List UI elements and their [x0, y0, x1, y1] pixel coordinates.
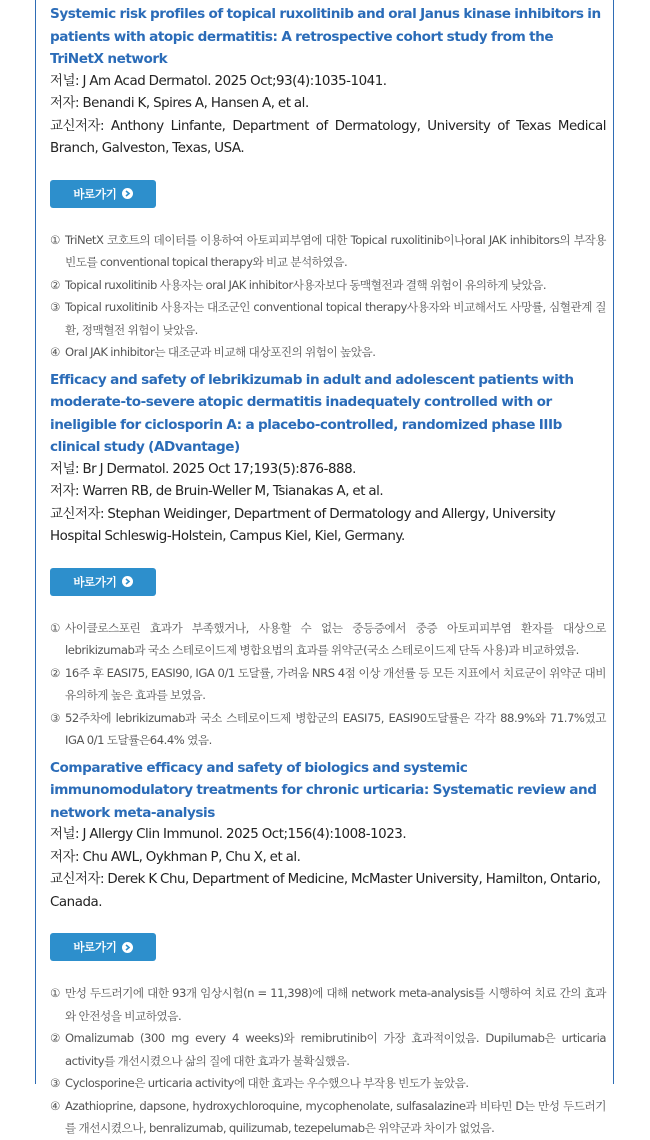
chevron-right-circle-icon	[122, 942, 133, 953]
point-text: TriNetX 코호트의 데이터를 이용하여 아토피피부염에 대한 Topical ruxolitinib이나oral JAK inhibitors의 부작용 빈도를 conventional topical therapy와 비교 분석하였음.	[65, 232, 606, 269]
article-title[interactable]: Efficacy and safety of lebrikizumab in adult and adolescent patients with moderate-to-severe atopic dermatitis inadequately controlled with or ineligible for ciclosporin A: a placebo-controlled, randomized phase IIIb clinical study (ADvantage)	[50, 371, 574, 455]
point-text: Omalizumab (300 mg every 4 weeks)와 remibrutinib이 가장 효과적이었음. Dupilumab은 urticaria activity를 개선시켰으나 삶의 질에 대한 효과가 불확실했음.	[65, 1031, 606, 1068]
point-text: 만성 두드러기에 대한 93개 임상시험(n = 11,398)에 대해 network meta-analysis를 시행하여 치료 간의 효과와 안전성을 비교하였음.	[65, 986, 606, 1023]
point-number: ②	[50, 1031, 60, 1045]
article-corresponding-author: 교신저자: Stephan Weidinger, Department of Dermatology and Allergy, University Hospital Schleswig-Holstein, Campus Kiel, Kiel, Germany.	[50, 506, 556, 544]
go-to-article-label: 바로가기	[73, 940, 117, 954]
article-authors: 저자: Benandi K, Spires A, Hansen A, et al.	[50, 96, 309, 111]
point-text: 52주차에 lebrikizumab과 국소 스테로이드제 병합군의 EASI75, EASI90도달률은 각각 88.9%와 71.7%였고 IGA 0/1 도달률은64.4% 였음.	[65, 710, 606, 747]
summary-point	[50, 707, 606, 752]
summary-points	[50, 982, 606, 1140]
summary-points	[50, 229, 606, 364]
summary-point	[50, 274, 606, 297]
article-title[interactable]: Systemic risk profiles of topical ruxolitinib and oral Janus kinase inhibitors in patients with atopic dermatitis: A retrospective cohort study from the TriNetX network	[50, 6, 601, 67]
article-3	[50, 757, 606, 1140]
point-number: ①	[50, 986, 60, 1000]
go-to-article-label: 바로가기	[73, 574, 117, 589]
point-text: Oral JAK inhibitor는 대조군과 비교해 대상포진의 위험이 높았음.	[65, 345, 376, 359]
point-number: ③	[50, 300, 60, 314]
point-number: ③	[50, 1076, 60, 1090]
summary-point	[50, 1095, 606, 1140]
article-authors: 저자: Warren RB, de Bruin-Weller M, Tsianakas A, et al.	[50, 484, 384, 499]
article-2	[50, 369, 606, 752]
summary-point	[50, 1072, 606, 1095]
summary-points	[50, 617, 606, 752]
summary-point	[50, 982, 606, 1027]
point-number: ②	[50, 277, 60, 292]
point-text: Cyclosporine은 urticaria activity에 대한 효과는 우수했으나 부작용 빈도가 높았음.	[65, 1076, 469, 1090]
chevron-right-circle-icon	[122, 576, 133, 587]
chevron-right-circle-icon	[122, 188, 133, 199]
summary-point	[50, 341, 606, 364]
go-to-article-label: 바로가기	[73, 186, 117, 201]
summary-point	[50, 662, 606, 707]
point-text: 16주 후 EASI75, EASI90, IGA 0/1 도달률, 가려움 NRS 4점 이상 개선률 등 모든 지표에서 치료군이 위약군 대비 유의하게 높은 효과를 보였음.	[65, 665, 606, 702]
summary-point	[50, 1027, 606, 1072]
summary-point	[50, 296, 606, 341]
summary-point	[50, 229, 606, 274]
point-number: ③	[50, 710, 60, 725]
article-corresponding-author: 교신저자: Anthony Linfante, Department of Dermatology, University of Texas Medical Branch, Galveston, Texas, USA.	[50, 118, 606, 156]
point-number: ①	[50, 620, 60, 635]
go-to-article-button[interactable]	[50, 180, 156, 208]
article-journal: 저널: Br J Dermatol. 2025 Oct 17;193(5):876-888.	[50, 461, 356, 477]
point-number: ②	[50, 665, 60, 680]
point-text: 사이클로스포린 효과가 부족했거나, 사용할 수 없는 중등증에서 중증 아토피피부염 환자를 대상으로 lebrikizumab과 국소 스테로이드제 병합요법의 효과를 위약군(국소 스테로이드제 단독 사용)과 비교하였음.	[65, 620, 606, 657]
article-authors: 저자: Chu AWL, Oykhman P, Chu X, et al.	[50, 849, 301, 865]
point-number: ④	[50, 1098, 60, 1113]
article-journal: 저널: J Allergy Clin Immunol. 2025 Oct;156(4):1008-1023.	[50, 827, 407, 842]
article-title[interactable]: Comparative efficacy and safety of biologics and systemic immunomodulatory treatments for chronic urticaria: Systematic review and network meta-analysis	[50, 759, 597, 821]
point-number: ④	[50, 345, 60, 359]
point-number: ①	[50, 232, 60, 247]
article-list	[50, 0, 606, 1140]
go-to-article-button[interactable]	[50, 933, 156, 961]
article-corresponding-author: 교신저자: Derek K Chu, Department of Medicine, McMaster University, Hamilton, Ontario, Canada.	[50, 872, 601, 910]
point-text: Azathioprine, dapsone, hydroxychloroquine, mycophenolate, sulfasalazine과 비타민 D는 만성 두드러기를 개선시켰으나, benralizumab, quilizumab, tezepelumab은 위약군과 차이가 없었음.	[65, 1098, 606, 1135]
go-to-article-button[interactable]	[50, 568, 156, 596]
point-text: Topical ruxolitinib 사용자는 대조군인 conventional topical therapy사용자와 비교해서도 사망률, 심혈관계 질환, 정맥혈전 위험이 낮았음.	[65, 300, 606, 337]
point-text: Topical ruxolitinib 사용자는 oral JAK inhibitor사용자보다 동맥혈전과 결핵 위험이 유의하게 낮았음.	[65, 277, 547, 292]
summary-point	[50, 617, 606, 662]
article-journal: 저널: J Am Acad Dermatol. 2025 Oct;93(4):1035-1041.	[50, 73, 387, 89]
article-1	[50, 3, 606, 364]
